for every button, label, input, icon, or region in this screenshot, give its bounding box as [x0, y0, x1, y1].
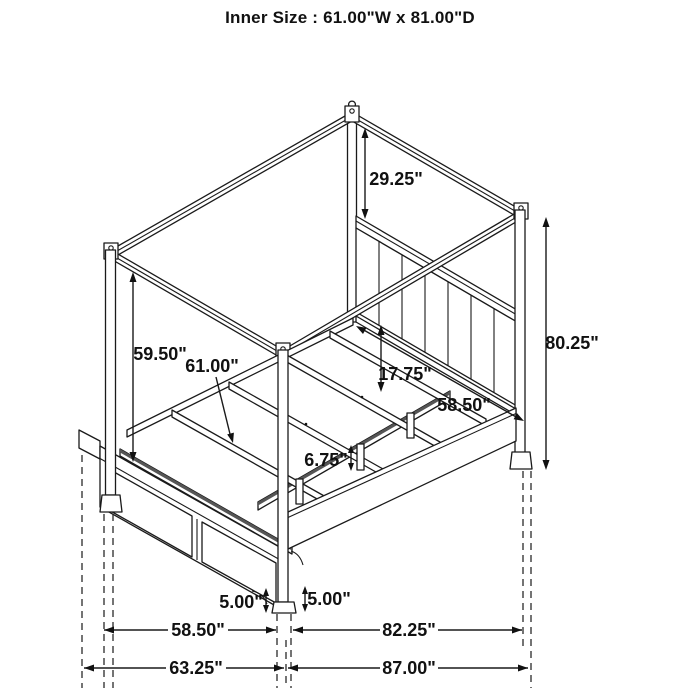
dim-label-58-50-bottom: 58.50" — [171, 620, 225, 640]
left-post-foot — [100, 495, 122, 512]
rear-post — [348, 101, 357, 322]
dim-label-29-25: 29.25" — [369, 169, 423, 189]
dim-foot-height-left — [219, 588, 269, 613]
dim-overall-width — [84, 658, 284, 678]
canopy-frame-rear — [111, 112, 521, 259]
dim-label-87-00: 87.00" — [382, 658, 436, 678]
dim-label-6-75: 6.75" — [304, 450, 348, 470]
dim-footboard-inner-span — [104, 620, 276, 640]
dim-label-59-50: 59.50" — [133, 344, 187, 364]
dim-label-63-25: 63.25" — [169, 658, 223, 678]
dim-label-82-25: 82.25" — [382, 620, 436, 640]
dim-canopy-clearance — [130, 272, 187, 462]
dim-side-inner-span — [293, 620, 522, 640]
dim-label-5-00-right: 5.00" — [307, 589, 351, 609]
front-post-foot — [272, 602, 296, 613]
dim-label-17-75: 17.75" — [378, 364, 432, 384]
inner-size-title: Inner Size : 61.00"W x 81.00"D — [225, 8, 475, 27]
dim-label-5-00-left: 5.00" — [219, 592, 263, 612]
dim-label-58-50-side: 58.50" — [437, 395, 491, 415]
right-post-foot — [510, 452, 532, 469]
dim-overall-post-height — [543, 217, 599, 470]
dim-label-80-25: 80.25" — [545, 333, 599, 353]
dim-label-61-00: 61.00" — [185, 356, 239, 376]
dim-foot-height-right — [302, 586, 351, 612]
side-rail — [288, 408, 516, 565]
footboard-left-cap — [79, 430, 100, 459]
dim-overall-depth — [288, 658, 528, 678]
